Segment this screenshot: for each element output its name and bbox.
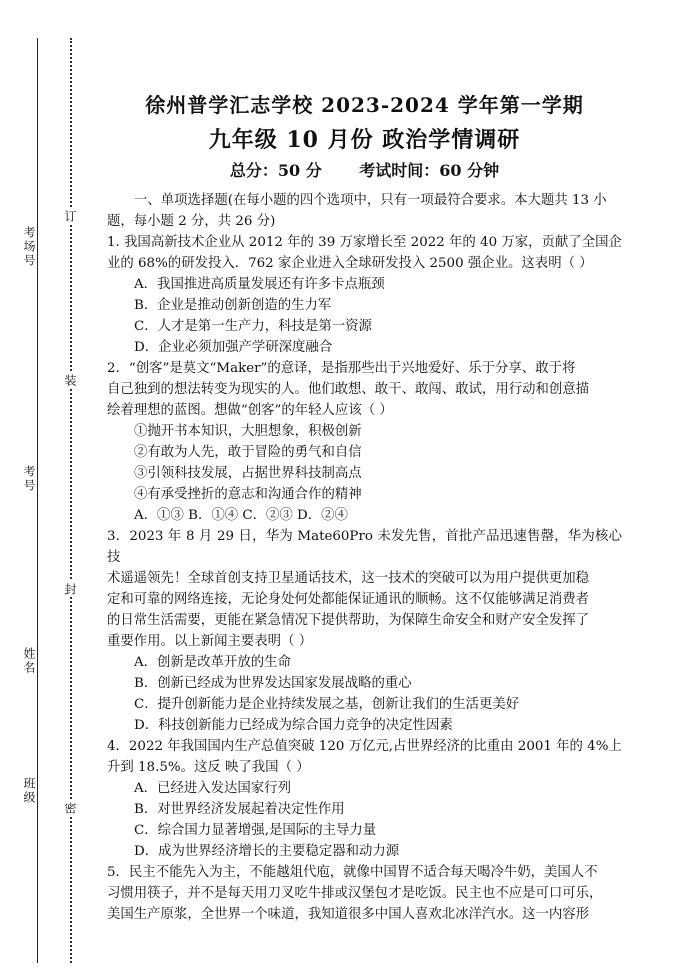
exam-content xyxy=(107,92,622,925)
question-line: 的日常生活需要，更能在紧急情况下提供帮助，为保障生命安全和财产安全发挥了 xyxy=(107,613,590,628)
question-5 xyxy=(107,862,622,925)
margin-word-feng: 封 xyxy=(63,583,77,595)
question-line: 定和可靠的网络连接，无论身处何处都能保证通讯的顺畅。这不仅能够满足消费者 xyxy=(107,592,590,607)
question-line: 自己独到的想法转变为现实的人。他们敢想、敢干、敢闯、敢试，用行动和创意描 xyxy=(107,382,590,397)
option-b: B．创新已经成为世界发达国家发展战略的重心 xyxy=(134,676,412,691)
statement-4: ④有承受挫折的意志和沟通合作的精神 xyxy=(134,487,362,502)
statement-1: ①抛开书本知识，大胆想象，积极创新 xyxy=(134,424,362,439)
exam-number-label: 考号 xyxy=(22,465,36,493)
question-line: 习惯用筷子，并不是每天用刀叉吃牛排或汉堡包才是吃饭。民主也不应是可口可乐， xyxy=(107,886,603,901)
question-3 xyxy=(107,526,622,736)
option-c: C．综合国力显著增强,是国际的主导力量 xyxy=(134,823,377,838)
question-line: 2．“创客”是莫文“Maker”的意译，是指那些出于兴地爱好、乐于分享、敢于将 xyxy=(107,361,576,376)
margin-word-zhuang: 装 xyxy=(63,374,77,386)
answer-options: A．①③ B．①④ C．②③ D．②④ xyxy=(134,508,348,523)
section-intro-line2: 题，每小题 2 分，共 26 分) xyxy=(107,214,276,229)
dotted-cut-line xyxy=(70,38,72,963)
question-line: 美国生产原浆，全世界一个味道，我知道很多中国人喜欢北冰洋汽水。这一内容形 xyxy=(107,907,590,922)
school-title: 徐州普学汇志学校 2023-2024 学年第一学期 xyxy=(145,93,584,117)
class-label: 班级 xyxy=(22,777,36,805)
question-4 xyxy=(107,736,622,862)
statement-3: ③引领科技发展，占据世界科技制高点 xyxy=(134,466,362,481)
question-line: 5．民主不能先入为主，不能越俎代庖，就像中国胃不适合每天喝冷牛奶，美国人不 xyxy=(107,865,598,880)
option-a: A．已经进入发达国家行列 xyxy=(134,781,291,796)
question-2 xyxy=(107,358,622,526)
question-line: 4．2022 年我国国内生产总值突破 120 万亿元,占世界经济的比重由 2001 年的 4%上 xyxy=(107,739,622,754)
question-line: 3．2023 年 8 月 29 日，华为 Mate60Pro 未发先售，首批产品迅速售罄，华为核心技 xyxy=(107,529,622,565)
option-d: D．企业必须加强产学研深度融合 xyxy=(134,340,333,355)
question-line: 术遥遥领先！全球首创支持卫星通话技术，这一技术的突破可以为用户提供更加稳 xyxy=(107,571,590,586)
option-d: D．成为世界经济增长的主要稳定器和动力源 xyxy=(134,844,400,859)
option-d: D．科技创新能力已经成为综合国力竞争的决定性因素 xyxy=(134,718,453,733)
statement-2: ②有敢为人先，敢于冒险的勇气和自信 xyxy=(134,445,362,460)
question-line: 升到 18.5%。这反 映了我国（ ） xyxy=(107,760,310,775)
name-label: 姓名 xyxy=(22,647,36,675)
option-c: C．提升创新能力是企业持续发展之基，创新让我们的生活更美好 xyxy=(134,697,520,712)
margin-word-ding: 订 xyxy=(63,210,77,222)
option-c: C．人才是第一生产力，科技是第一资源 xyxy=(134,319,372,334)
total-score: 总分：50 分 xyxy=(229,161,322,180)
option-a: A．我国推进高质量发展还有许多卡点瓶颈 xyxy=(134,277,385,292)
score-time-line xyxy=(107,158,622,184)
exam-title: 九年级 10 月份 政治学情调研 xyxy=(208,127,521,153)
question-1 xyxy=(107,232,622,358)
exam-time: 考试时间：60 分钟 xyxy=(359,161,500,180)
option-a: A．创新是改革开放的生命 xyxy=(134,655,291,670)
option-b: B．企业是推动创新创造的生力军 xyxy=(134,298,332,313)
section-intro-line1: 一、单项选择题(在每小题的四个选项中，只有一项最符合要求。本大题共 13 小 xyxy=(134,193,607,208)
binding-line xyxy=(37,38,38,963)
exam-room-label: 考场号 xyxy=(22,226,36,268)
question-line: 重要作用。以上新闻主要表明（ ） xyxy=(107,634,313,649)
question-line: 业的 68%的研发投入．762 家企业进入全球研发投入 2500 强企业。这表明（ ） xyxy=(107,256,593,271)
option-b: B．对世界经济发展起着决定性作用 xyxy=(134,802,345,817)
question-line: 绘着理想的蓝图。想做“创客”的年轻人应该（ ） xyxy=(107,403,393,418)
question-line: 1. 我国高新技术企业从 2012 年的 39 万家增长至 2022 年的 40 万家，贡献了全国企 xyxy=(107,235,622,250)
margin-word-mi: 密 xyxy=(63,802,77,814)
